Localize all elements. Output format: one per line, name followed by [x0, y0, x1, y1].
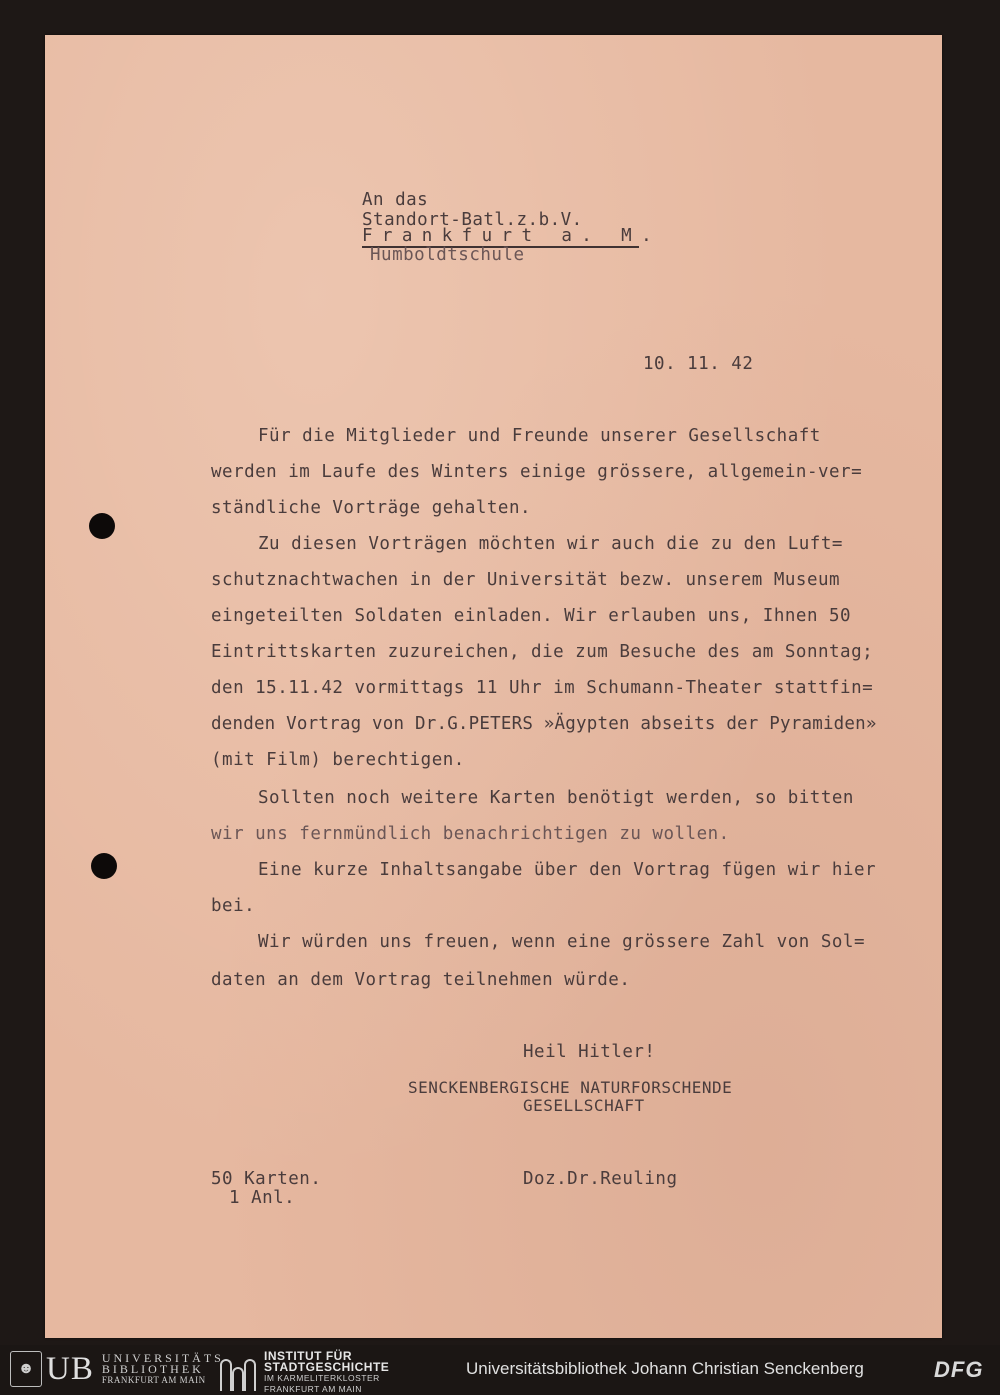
ub-line: BIBLIOTHEK [101, 1361, 204, 1376]
institute-line: IM KARMELITERKLOSTER [264, 1373, 380, 1383]
ub-logo [10, 1351, 224, 1387]
institute-line: STADTGESCHICHTE [264, 1360, 390, 1374]
body-line: den 15.11.42 vormittags 11 Uhr im Schumann-Theater stattfin= [211, 678, 874, 698]
recipient-city: Frankfurt a. M. [362, 226, 662, 246]
enclosure-line: 50 Karten. [211, 1169, 322, 1189]
punch-hole-upper [89, 513, 115, 539]
footer-bar [0, 1345, 1000, 1393]
organization-line: SENCKENBERGISCHE NATURFORSCHENDE [408, 1078, 733, 1097]
body-line: ständliche Vorträge gehalten. [211, 498, 532, 518]
body-line: Zu diesen Vorträgen möchten wir auch die zu den Luft= [258, 534, 843, 554]
recipient-line: Humboldtschule [370, 245, 525, 265]
body-line: daten an dem Vortrag teilnehmen würde. [211, 970, 631, 990]
closing-salutation: Heil Hitler! [523, 1042, 656, 1062]
institute-lines [264, 1351, 389, 1395]
library-name: Universitätsbibliothek Johann Christian Senckenberg [466, 1359, 864, 1378]
ub-line: FRANKFURT AM MAIN [101, 1374, 206, 1385]
body-line: werden im Laufe des Winters einige grössere, allgemein-ver= [211, 462, 863, 482]
body-line: Für die Mitglieder und Freunde unserer Gesellschaft [258, 426, 821, 446]
institute-line: INSTITUT FÜR [264, 1349, 352, 1363]
ub-logo-lines [101, 1350, 224, 1386]
body-line: eingeteilten Soldaten einladen. Wir erlauben uns, Ihnen 50 [211, 606, 852, 626]
arches-icon [220, 1355, 256, 1391]
institute-line: FRANKFURT AM MAIN [264, 1384, 362, 1394]
organization-line: GESELLSCHAFT [523, 1096, 645, 1115]
punch-hole-lower [91, 853, 117, 879]
ub-seal-icon: ☻ [10, 1351, 42, 1387]
body-line: Eine kurze Inhaltsangabe über den Vortrag fügen wir hier [258, 860, 877, 880]
body-line: denden Vortrag von Dr.G.PETERS »Ägypten abseits der Pyramiden» [211, 714, 877, 734]
institute-logo [220, 1351, 389, 1395]
recipient-line: An das [362, 190, 429, 210]
body-line: Sollten noch weitere Karten benötigt werden, so bitten [258, 788, 854, 808]
enclosure-line: 1 Anl. [229, 1188, 296, 1208]
body-line: Eintrittskarten zuzureichen, die zum Besuche des am Sonntag; [211, 642, 874, 662]
body-line: Wir würden uns freuen, wenn eine grössere Zahl von Sol= [258, 932, 865, 952]
body-line: (mit Film) berechtigen. [211, 750, 465, 770]
body-line: schutznachtwachen in der Universität bezw. unserem Museum [211, 570, 841, 590]
dfg-logo: DFG [934, 1357, 984, 1382]
letter-page [45, 35, 942, 1338]
body-line: bei. [211, 896, 256, 916]
ub-line: UNIVERSITÄTS [101, 1350, 224, 1365]
ub-logo-text: UB [46, 1350, 94, 1387]
body-line: wir uns fernmündlich benachrichtigen zu wollen. [211, 824, 730, 844]
recipient-line: Standort-Batl.z.b.V. [362, 210, 583, 230]
signature: Doz.Dr.Reuling [523, 1169, 678, 1189]
letter-date: 10. 11. 42 [643, 354, 754, 374]
